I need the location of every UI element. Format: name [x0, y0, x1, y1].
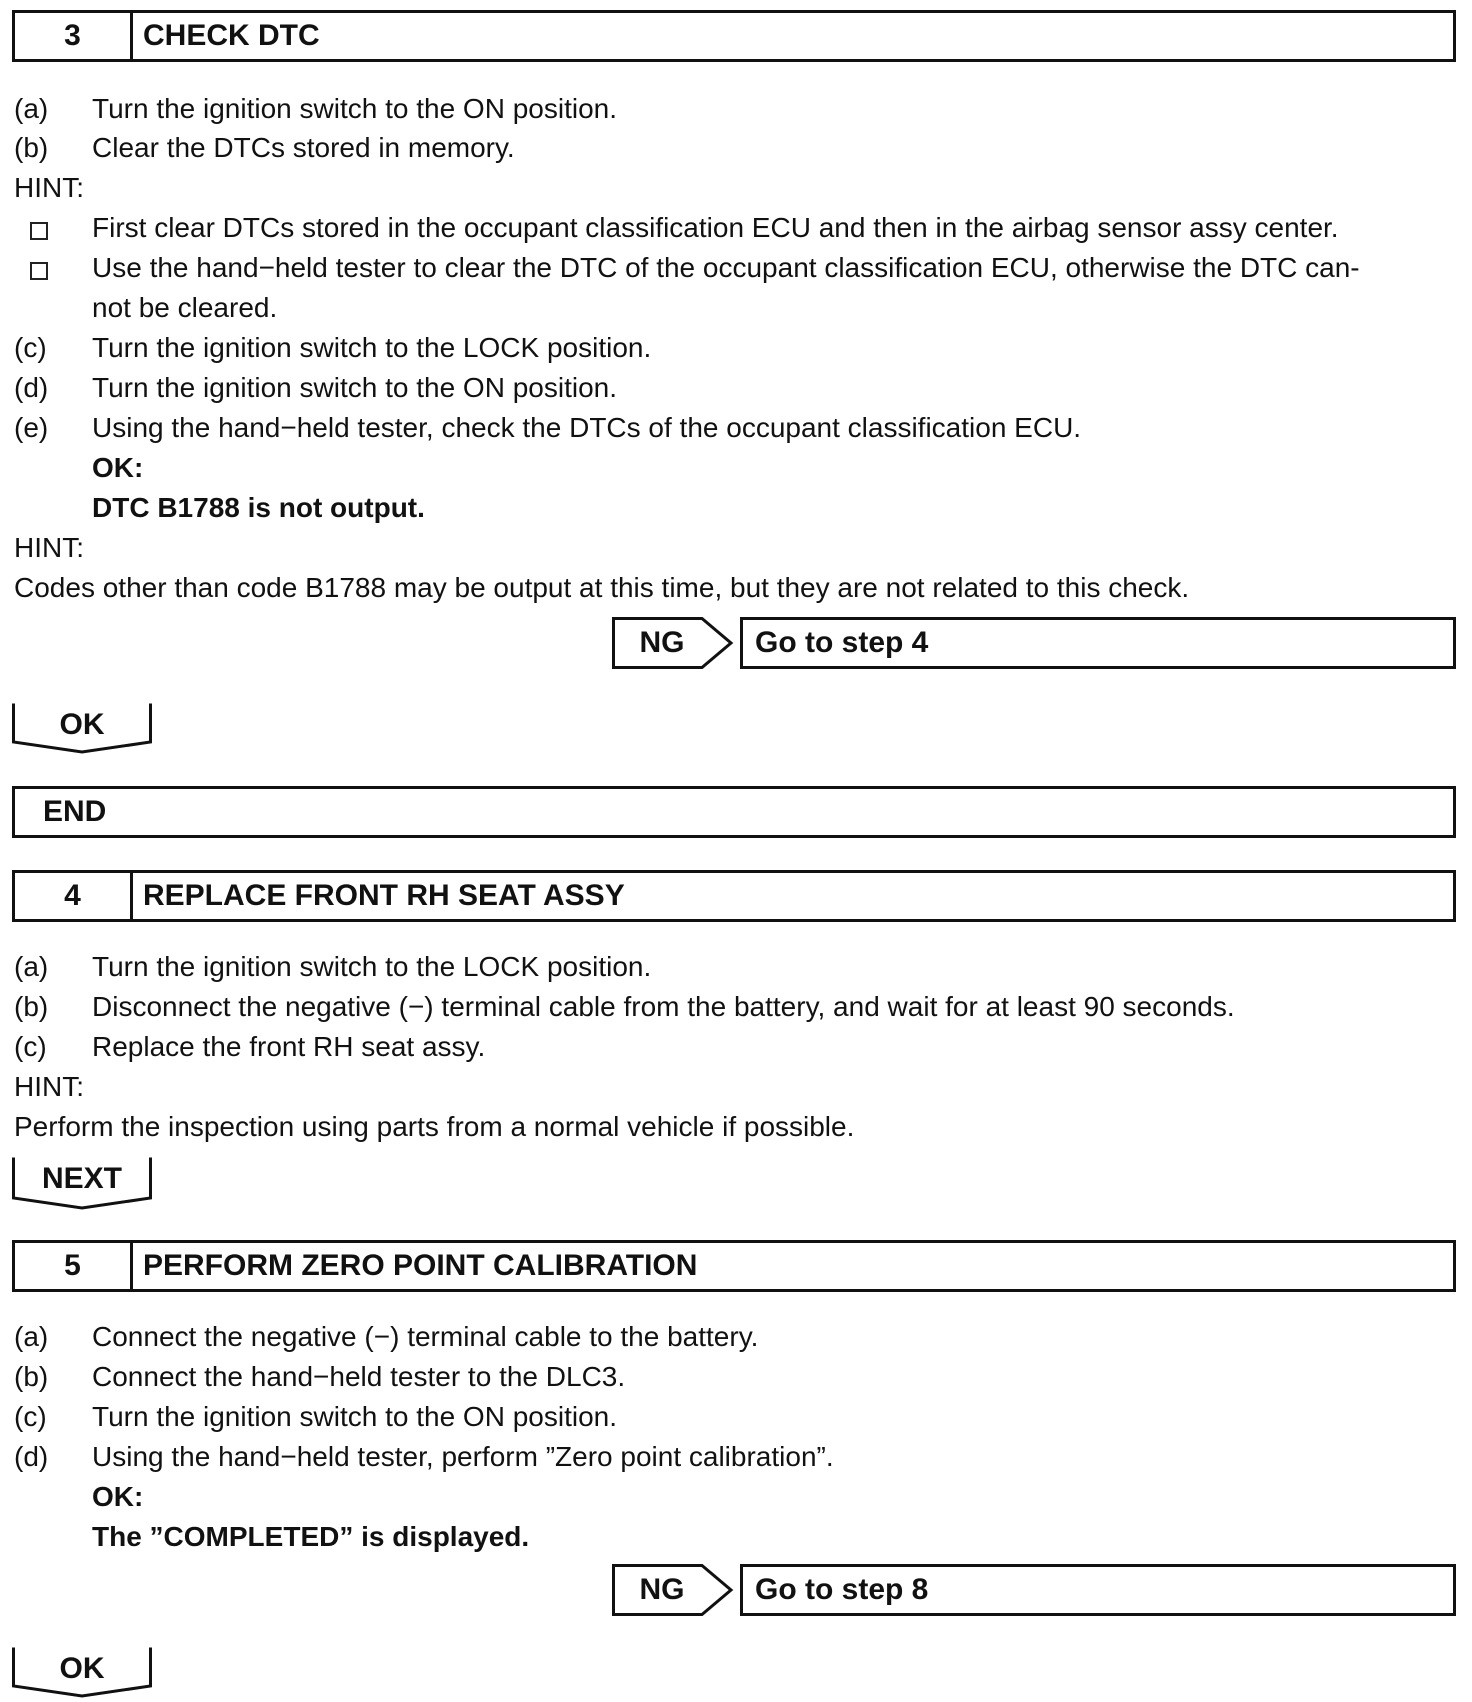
- item-label: (d): [14, 372, 49, 403]
- hint-label: HINT:: [14, 1071, 84, 1102]
- hint-text: Perform the inspection using parts from a normal vehicle if possible.: [14, 1111, 855, 1142]
- checkbox-icon: [30, 222, 48, 240]
- item-text: Connect the hand−held tester to the DLC3.: [92, 1361, 626, 1392]
- item-text: Turn the ignition switch to the ON position.: [92, 93, 617, 124]
- step-title: REPLACE FRONT RH SEAT ASSY: [143, 879, 625, 912]
- item-label: (a): [14, 1321, 49, 1352]
- item-label: (e): [14, 412, 49, 443]
- item-text: Turn the ignition switch to the LOCK position.: [92, 951, 652, 982]
- step-5-header: [12, 1240, 1456, 1292]
- step-3-header: [12, 10, 1456, 62]
- hint-label: HINT:: [14, 172, 84, 203]
- end-title: END: [43, 795, 107, 828]
- goto-box: [740, 617, 1456, 669]
- goto-box: [740, 1564, 1456, 1616]
- hint-label: HINT:: [14, 532, 84, 563]
- goto-text: Go to step 4: [755, 626, 929, 659]
- item-label: (a): [14, 951, 49, 982]
- ok-down-arrow: [12, 702, 152, 754]
- checkbox-icon: [30, 262, 48, 280]
- end-box: [12, 786, 1456, 838]
- ok-arrow-label: OK: [59, 1652, 105, 1685]
- item-text: Using the hand−held tester, perform ”Zero point calibration”.: [92, 1441, 834, 1472]
- ng-label: NG: [639, 626, 685, 659]
- next-down-arrow: [12, 1156, 152, 1210]
- item-text: Using the hand−held tester, check the DTCs of the occupant classification ECU.: [92, 412, 1082, 443]
- goto-text: Go to step 8: [755, 1573, 929, 1606]
- bullet-text: First clear DTCs stored in the occupant classification ECU and then in the airbag sensor assy center.: [92, 212, 1339, 243]
- step-number: 4: [15, 873, 133, 919]
- item-text: Disconnect the negative (−) terminal cable from the battery, and wait for at least 90 seconds.: [92, 991, 1235, 1022]
- item-text: Turn the ignition switch to the LOCK position.: [92, 332, 652, 363]
- item-label: (c): [14, 1031, 47, 1062]
- item-text: Turn the ignition switch to the ON position.: [92, 1401, 617, 1432]
- ng-arrow: [612, 617, 734, 669]
- item-label: (b): [14, 132, 49, 163]
- next-arrow-label: NEXT: [41, 1162, 122, 1195]
- ok-arrow-label: OK: [59, 708, 105, 741]
- ok-down-arrow: [12, 1646, 152, 1698]
- ok-criteria: The ”COMPLETED” is displayed.: [92, 1521, 530, 1552]
- hint-text: Codes other than code B1788 may be output at this time, but they are not related to this check.: [14, 572, 1190, 603]
- ok-label: OK:: [92, 1481, 144, 1512]
- item-text: Replace the front RH seat assy.: [92, 1031, 486, 1062]
- bullet-text: Use the hand−held tester to clear the DTC of the occupant classification ECU, otherwise the DTC can-: [92, 252, 1360, 283]
- step-number: 3: [15, 13, 133, 59]
- item-text: Connect the negative (−) terminal cable to the battery.: [92, 1321, 759, 1352]
- item-text: Turn the ignition switch to the ON position.: [92, 372, 617, 403]
- item-label: (b): [14, 991, 49, 1022]
- step-title: CHECK DTC: [143, 19, 320, 52]
- item-label: (a): [14, 93, 49, 124]
- ok-criteria: DTC B1788 is not output.: [92, 492, 425, 523]
- item-label: (c): [14, 332, 47, 363]
- step-number: 5: [15, 1243, 133, 1289]
- step-title: PERFORM ZERO POINT CALIBRATION: [143, 1249, 698, 1282]
- ng-label: NG: [639, 1573, 685, 1606]
- item-label: (c): [14, 1401, 47, 1432]
- ng-arrow: [612, 1564, 734, 1616]
- ok-label: OK:: [92, 452, 144, 483]
- bullet-text: not be cleared.: [92, 292, 278, 323]
- step-4-header: [12, 870, 1456, 922]
- item-label: (b): [14, 1361, 49, 1392]
- item-label: (d): [14, 1441, 49, 1472]
- item-text: Clear the DTCs stored in memory.: [92, 132, 515, 163]
